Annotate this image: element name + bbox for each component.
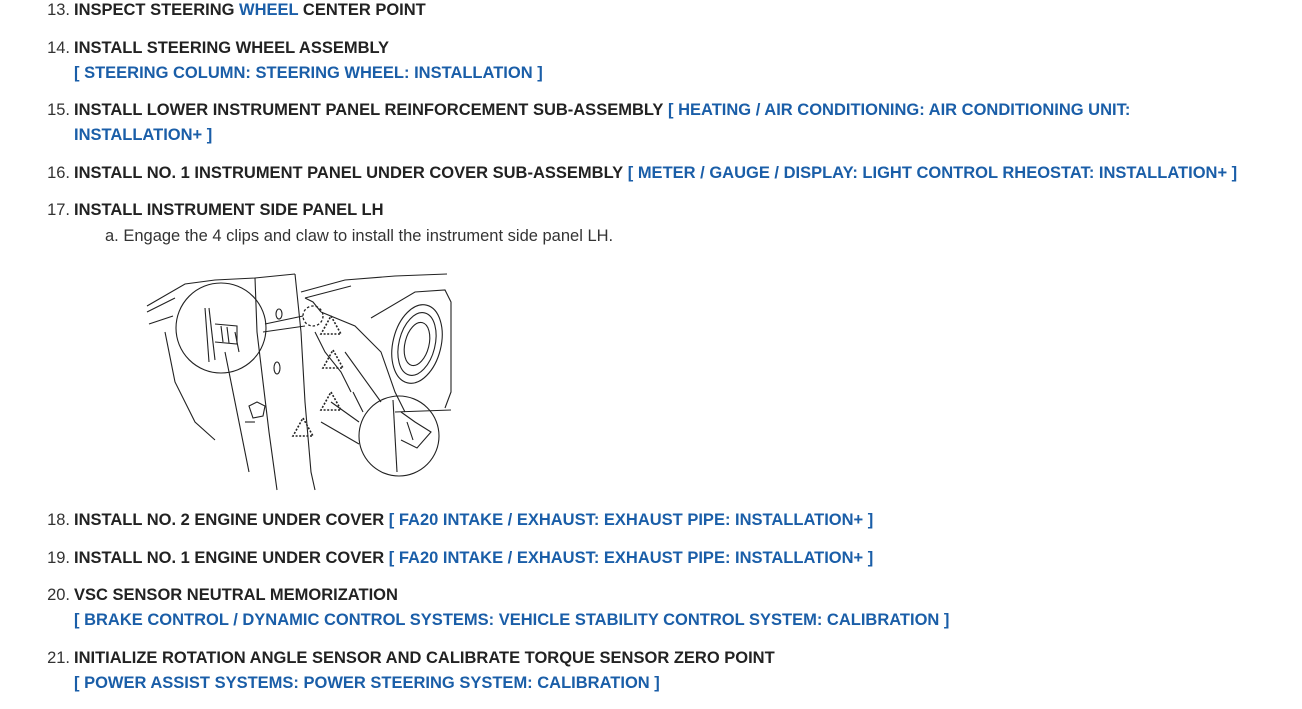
step-18 xyxy=(44,508,1264,533)
exhaust-pipe-installation-link[interactable]: [ FA20 INTAKE / EXHAUST: EXHAUST PIPE: INSTALLATION+ ] xyxy=(388,511,874,529)
step-number: 21. xyxy=(47,649,70,667)
step-title: INSPECT STEERING xyxy=(74,1,240,19)
step-14 xyxy=(44,36,1264,86)
step-number: 16. xyxy=(47,164,70,182)
step-title: INSTALL STEERING WHEEL ASSEMBLY xyxy=(74,39,390,57)
step-number: 20. xyxy=(47,586,70,604)
steering-wheel-installation-link[interactable]: [ STEERING COLUMN: STEERING WHEEL: INSTALLATION ] xyxy=(74,64,543,82)
step-17 xyxy=(44,198,1264,223)
step-title: INSTALL NO. 1 ENGINE UNDER COVER xyxy=(74,549,385,567)
light-control-rheostat-link[interactable]: [ METER / GAUGE / DISPLAY: LIGHT CONTROL RHEOSTAT: INSTALLATION+ ] xyxy=(627,164,1238,182)
step-16 xyxy=(44,161,1264,186)
vehicle-stability-calibration-link[interactable]: [ BRAKE CONTROL / DYNAMIC CONTROL SYSTEMS: VEHICLE STABILITY CONTROL SYSTEM: CALIBRATION ] xyxy=(74,611,950,629)
instrument-side-panel-clip-diagram-icon xyxy=(145,272,457,492)
power-steering-calibration-link[interactable]: [ POWER ASSIST SYSTEMS: POWER STEERING SYSTEM: CALIBRATION ] xyxy=(74,674,660,692)
step-title: INSTALL INSTRUMENT SIDE PANEL LH xyxy=(74,201,384,219)
step-title: VSC SENSOR NEUTRAL MEMORIZATION xyxy=(74,586,398,604)
step-number: 17. xyxy=(47,201,70,219)
step-number: 19. xyxy=(47,549,70,567)
exhaust-pipe-installation-link[interactable]: [ FA20 INTAKE / EXHAUST: EXHAUST PIPE: INSTALLATION+ ] xyxy=(388,549,874,567)
step-15 xyxy=(44,98,1264,148)
wheel-link[interactable]: WHEEL xyxy=(239,1,299,19)
step-title: INSTALL LOWER INSTRUMENT PANEL REINFORCEMENT SUB-ASSEMBLY xyxy=(74,101,664,119)
step-title: INITIALIZE ROTATION ANGLE SENSOR AND CALIBRATE TORQUE SENSOR ZERO POINT xyxy=(74,649,775,667)
step-13 xyxy=(44,0,1264,23)
step-20 xyxy=(44,583,1264,633)
step-number: 14. xyxy=(47,39,70,57)
step-title: INSTALL NO. 1 INSTRUMENT PANEL UNDER COVER SUB-ASSEMBLY xyxy=(74,164,624,182)
step-title: CENTER POINT xyxy=(298,1,426,19)
air-conditioning-unit-link[interactable]: [ HEATING / AIR CONDITIONING: AIR CONDITIONING UNIT: xyxy=(668,101,1131,119)
instrument-side-panel-figure xyxy=(145,272,457,492)
step-19 xyxy=(44,546,1264,571)
step-number: 13. xyxy=(47,1,70,19)
step-number: 18. xyxy=(47,511,70,529)
substep-a: a. Engage the 4 clips and claw to install the instrument side panel LH. xyxy=(105,227,614,245)
air-conditioning-unit-link-cont[interactable]: INSTALLATION+ ] xyxy=(74,126,213,144)
step-number: 15. xyxy=(47,101,70,119)
step-title: INSTALL NO. 2 ENGINE UNDER COVER xyxy=(74,511,385,529)
step-21 xyxy=(44,646,1264,696)
